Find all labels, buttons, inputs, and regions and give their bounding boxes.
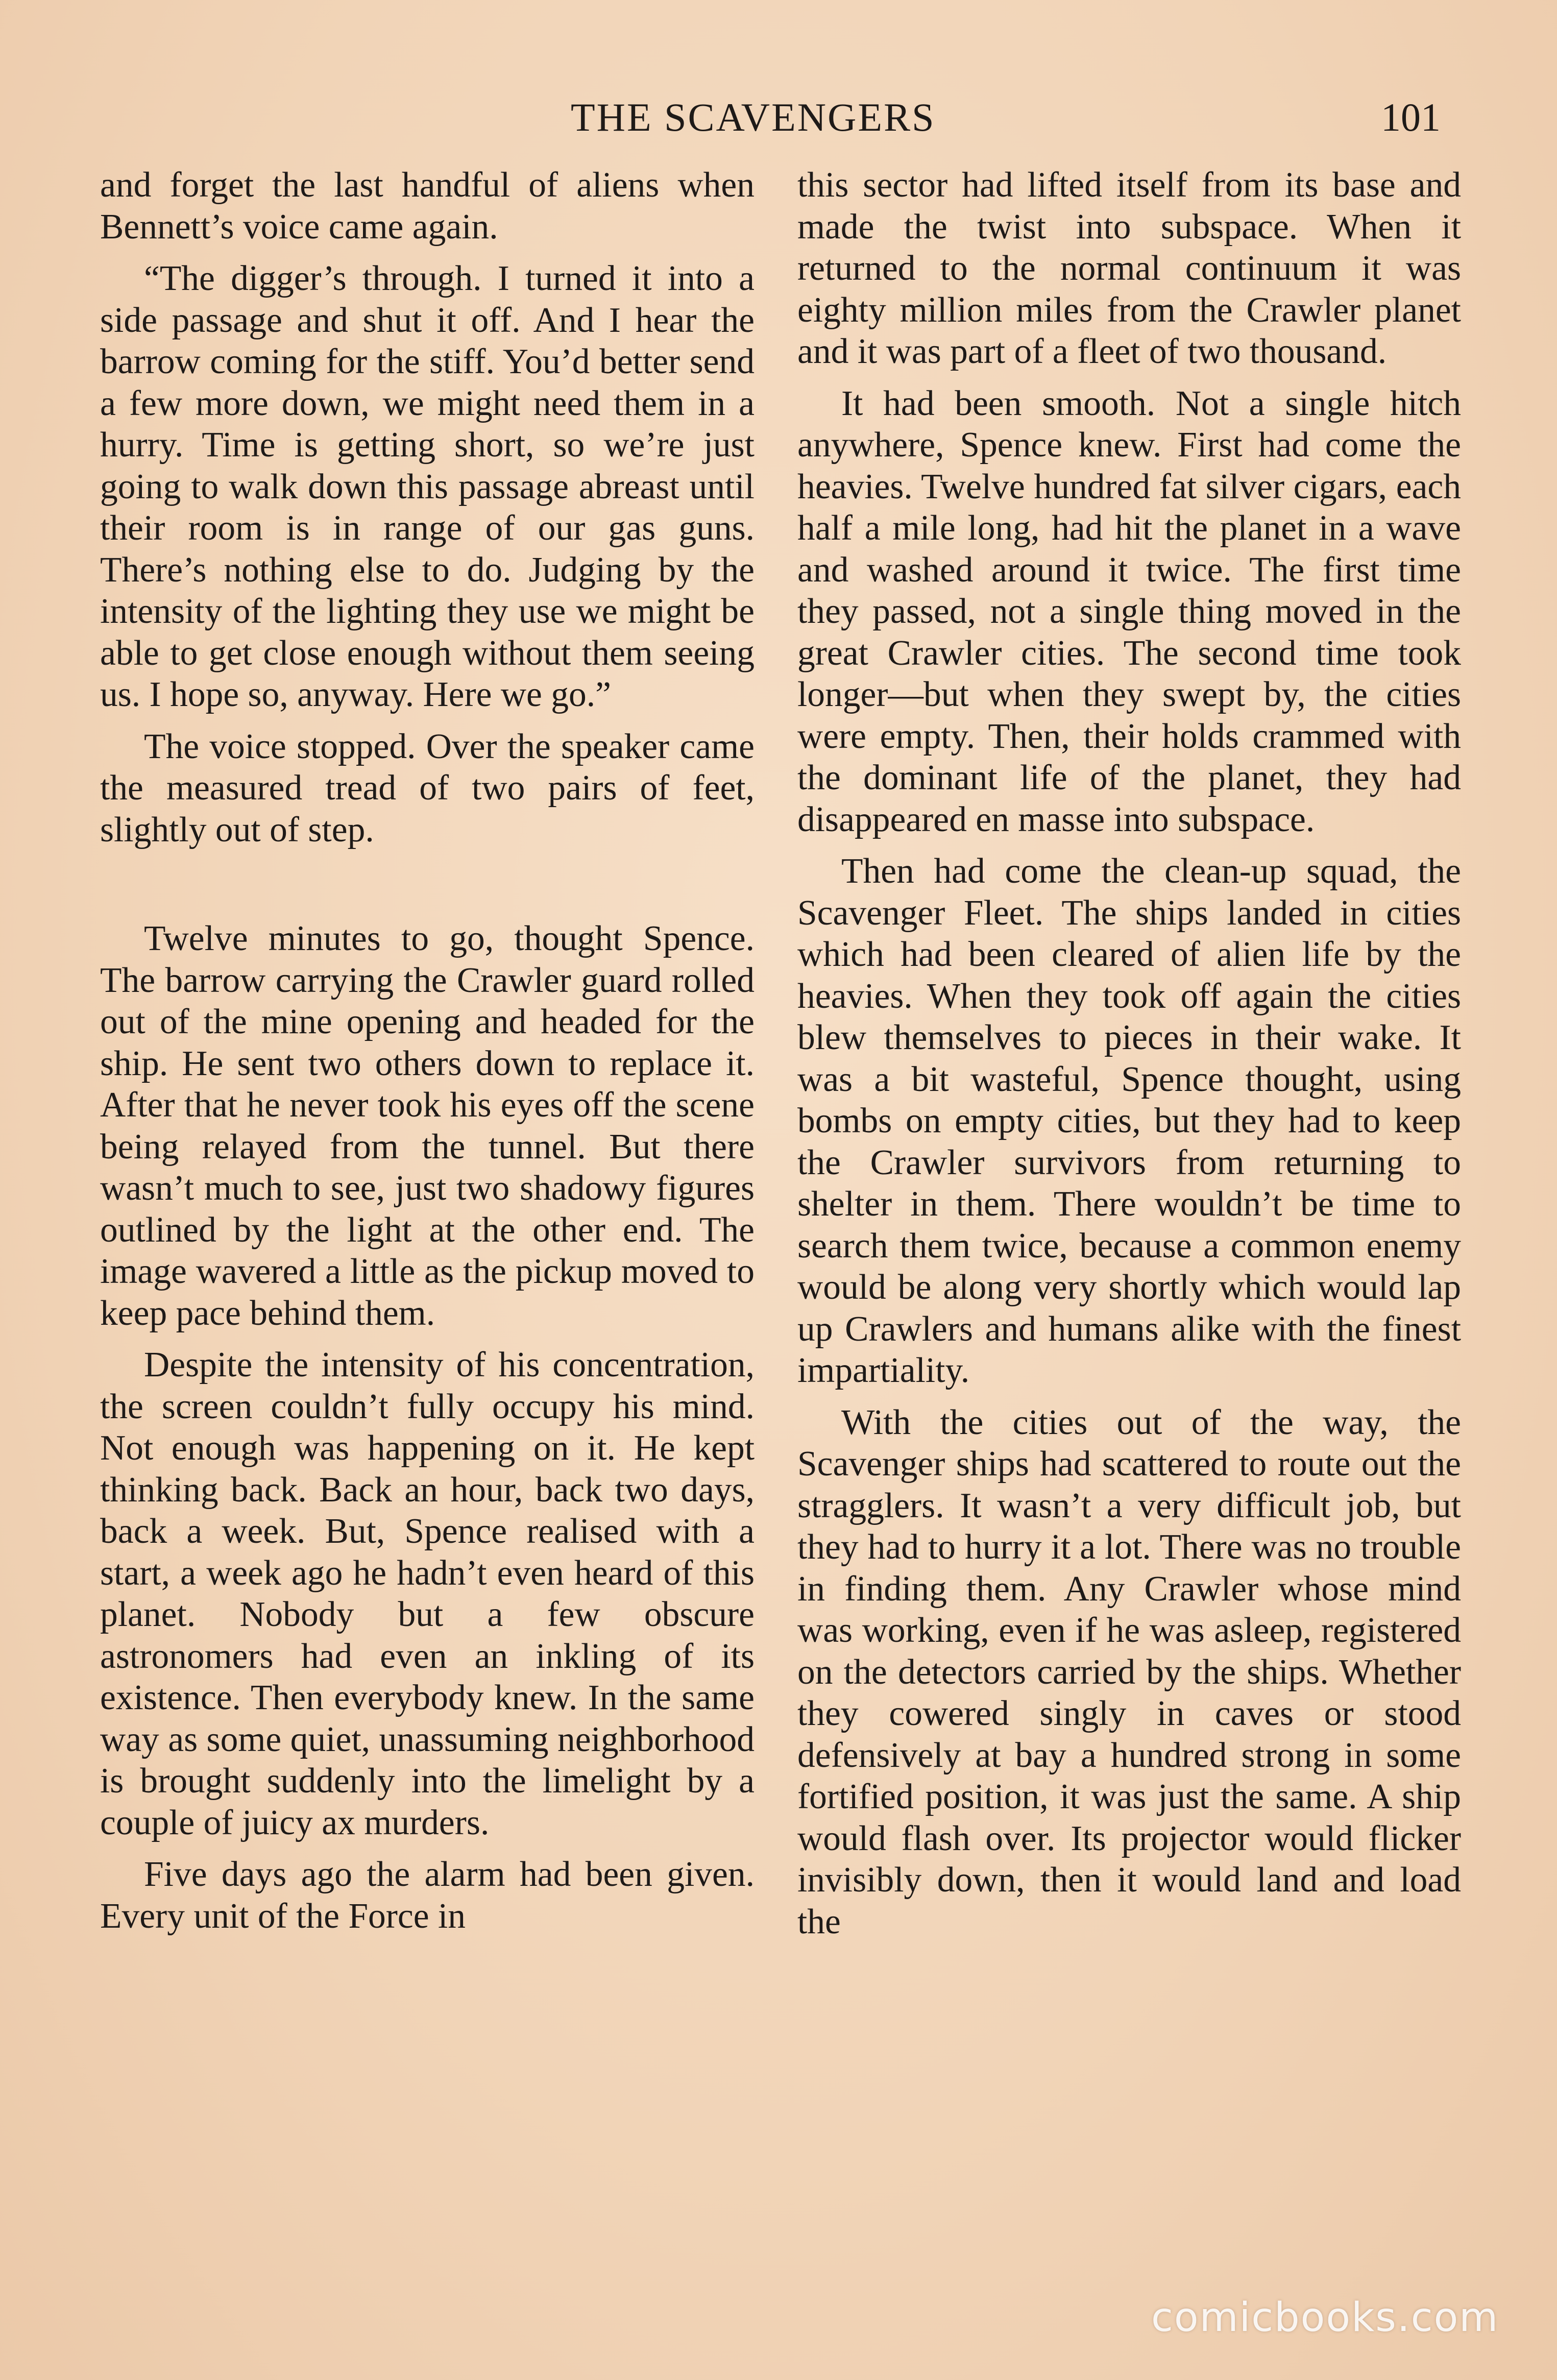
right-column: [797, 164, 1461, 1953]
paragraph: Five days ago the alarm had been given. Every unit of the Force in: [100, 1855, 755, 1936]
paragraph: and forget the last handful of aliens when Bennett’s voice came again.: [100, 165, 755, 247]
paragraph: “The digger’s through. I turned it into a side passage and shut it off. And I hear the barrow coming for the stiff. You’d better send a few more down, we might need them in a hurry. Time is getting short, so we’re just going to walk down this passage abreast until their room is in range of our gas guns. There’s nothing else to do. Judging by the intensity of the lighting they use we might be able to get close enough without them seeing us. I hope so, anyway. Here we go.”: [100, 259, 755, 714]
page-header: [0, 87, 1557, 148]
paragraph: The voice stopped. Over the speaker came the measured tread of two pairs of feet, slightly out of step.: [100, 726, 755, 849]
paragraph: Twelve minutes to go, thought Spence. The barrow carrying the Crawler guard rolled out of the mine opening and headed for the ship. He sent two others down to replace it. After that he never took his eyes off the scene being relayed from the tunnel. But there wasn’t much to see, just two shadowy figures outlined by the light at the other end. The image wavered a little as the pickup moved to keep pace behind them.: [100, 919, 755, 1333]
running-title: THE SCAVENGERS: [571, 95, 936, 139]
page-number: 101: [1381, 95, 1441, 139]
left-column: [100, 164, 755, 1947]
paragraph: It had been smooth. Not a single hitch anywhere, Spence knew. First had come the heavies. Twelve hundred fat silver cigars, each half a mile long, had hit the planet in a wave and washed around it twice. The first time they passed, not a single thing moved in the great Crawler cities. The second time took longer—but when they swept by, the cities were empty. Then, their holds crammed with the dominant life of the planet, they had disappeared en masse into subspace.: [797, 383, 1461, 839]
paragraph: Then had come the clean-up squad, the Scavenger Fleet. The ships landed in cities which had been cleared of alien life by the heavies. When they took off again the cities blew themselves to pieces in their wake. It was a bit wasteful, Spence thought, using bombs on empty cities, but they had to keep the Crawler survivors from returning to shelter in them. There wouldn’t be time to search them twice, because a common enemy would be along very shortly which would lap up Crawlers and humans alike with the finest impartiality.: [797, 852, 1461, 1390]
paragraph: With the cities out of the way, the Scavenger ships had scattered to route out the stragglers. It wasn’t a very difficult job, but they had to hurry it a lot. There was no trouble in finding them. Any Crawler whose mind was working, even if he was asleep, registered on the detectors carried by the ships. Whether they cowered singly in caves or stood defensively at bay a hundred strong in some fortified position, it was just the same. A ship would flash over. Its projector would flicker invisibly down, then it would land and load the: [797, 1402, 1461, 1941]
watermark: comicbooks.com: [1151, 2295, 1499, 2341]
paragraph: Despite the intensity of his concentration, the screen couldn’t fully occupy his mind. Not enough was happening on it. He kept thinking back. Back an hour, back two days, back a week. But, Spence realised with a start, a week ago he hadn’t even heard of this planet. Nobody but a few obscure astronomers had even an inkling of its existence. Then everybody knew. In the same way as some quiet, unassuming neighborhood is brought suddenly into the limelight by a couple of juicy ax murders.: [100, 1345, 755, 1842]
paragraph: this sector had lifted itself from its base and made the twist into subspace. When it returned to the normal continuum it was eighty million miles from the Crawler planet and it was part of a fleet of two thousand.: [797, 165, 1461, 371]
